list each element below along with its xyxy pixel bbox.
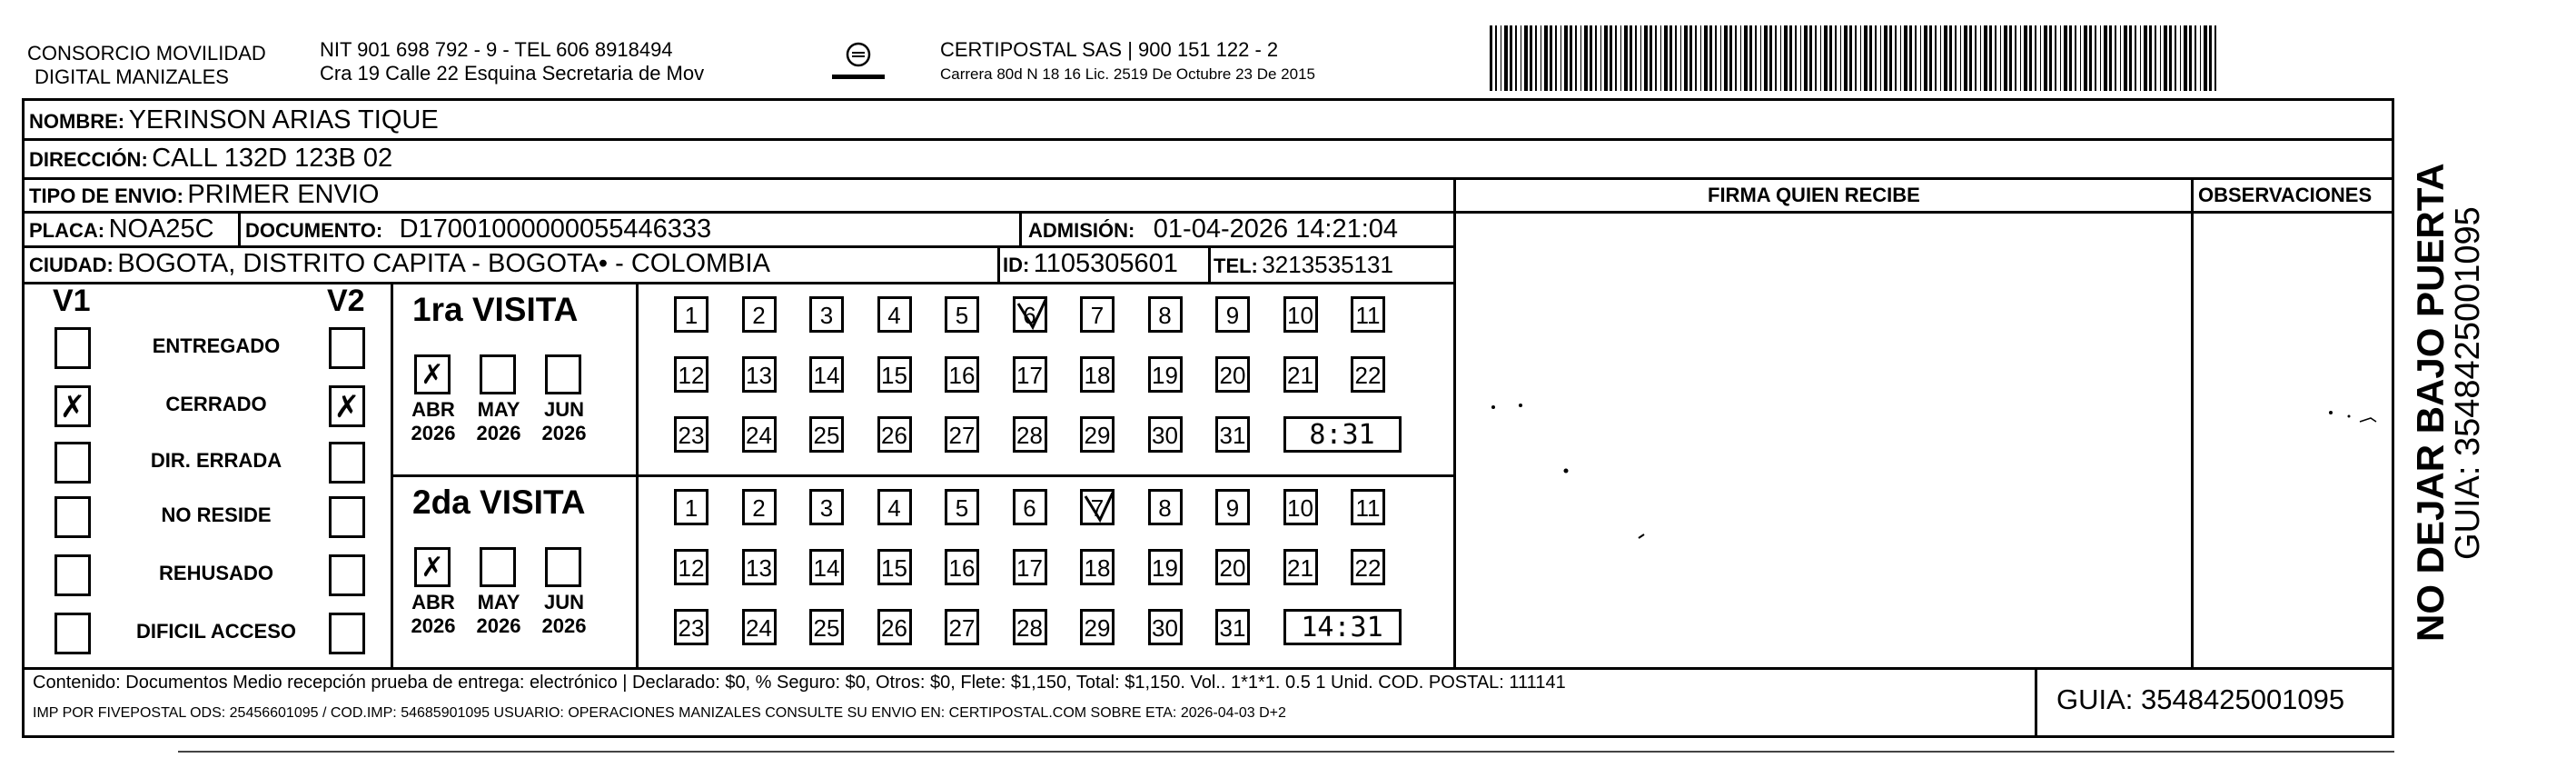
side-guia-text: GUIA: 3548425001095 (2449, 206, 2487, 560)
divider (391, 282, 393, 669)
day-box[interactable]: 9 (1215, 489, 1250, 525)
ciudad-value: BOGOTA, DISTRITO CAPITA - BOGOTA• - COLOMBIA (117, 249, 770, 278)
company-line2: DIGITAL MANIZALES (35, 65, 229, 88)
divider (22, 282, 1455, 284)
placa-value: NOA25C (108, 214, 214, 244)
month-year: 2026 (476, 422, 521, 444)
day-box[interactable]: 3 (809, 489, 844, 525)
day-box[interactable]: 27 (945, 416, 979, 453)
visit-title: 2da VISITA (412, 484, 586, 521)
admision-label: ADMISIÓN: (1028, 219, 1135, 242)
month-label (467, 591, 530, 638)
v1-checkbox[interactable] (54, 442, 91, 484)
day-box[interactable]: 19 (1148, 356, 1183, 393)
day-box[interactable]: 5 (945, 489, 979, 525)
month-name: ABR (411, 591, 455, 613)
day-box[interactable]: 13 (742, 356, 777, 393)
v1-label: V1 (53, 284, 91, 318)
tipo-envio-field (29, 180, 379, 210)
nombre-field (29, 105, 439, 135)
barcode (1490, 25, 2216, 91)
v2-label: V2 (327, 284, 365, 318)
company-line1: CONSORCIO MOVILIDAD (27, 42, 266, 65)
divider (22, 667, 2394, 670)
day-box[interactable]: 18 (1080, 356, 1115, 393)
day-box[interactable]: 9 (1215, 296, 1250, 333)
day-box[interactable]: 1 (674, 489, 708, 525)
divider (2035, 667, 2037, 738)
day-box[interactable]: 22 (1351, 356, 1385, 393)
imp-text: IMP POR FIVEPOSTAL ODS: 25456601095 / COD.IMP: 54685901095 USUARIO: OPERACIONES MANIZALES CONSULTE SU ENVIO EN: CERTIPOSTAL.COM SOBRE ETA: 2026-04-03 D+2 (33, 705, 1286, 721)
day-box[interactable]: 21 (1283, 356, 1318, 393)
day-box[interactable]: 21 (1283, 549, 1318, 585)
tel-field (1214, 251, 1393, 279)
id-value: 1105305601 (1033, 249, 1178, 278)
divider (1208, 245, 1211, 282)
admision-field (1028, 214, 1398, 244)
day-box[interactable]: 3 (809, 296, 844, 333)
v2-checkbox[interactable] (329, 327, 365, 369)
direccion-field (29, 144, 392, 174)
day-box[interactable]: 22 (1351, 549, 1385, 585)
direccion-label: DIRECCIÓN: (29, 148, 148, 171)
id-label: ID: (1003, 254, 1030, 276)
admision-value: 01-04-2026 14:21:04 (1153, 214, 1399, 244)
carrier-line2: Carrera 80d N 18 16 Lic. 2519 De Octubre 23 De 2015 (940, 65, 1315, 83)
time-box[interactable]: 8:31 (1283, 416, 1402, 453)
day-box[interactable]: 2 (742, 296, 777, 333)
v1-checkbox[interactable]: ✗ (54, 385, 91, 427)
status-label: ENTREGADO (152, 334, 281, 357)
day-box[interactable]: 23 (674, 416, 708, 453)
nit-line1: NIT 901 698 792 - 9 - TEL 606 8918494 (320, 38, 673, 61)
day-box[interactable]: 31 (1215, 609, 1250, 645)
divider (1019, 211, 1022, 247)
day-box[interactable]: 19 (1148, 549, 1183, 585)
month-year: 2026 (411, 614, 456, 637)
v1-checkbox[interactable] (54, 613, 91, 654)
v1-checkbox[interactable] (54, 554, 91, 596)
nit-line2: Cra 19 Calle 22 Esquina Secretaria de Mov (320, 62, 705, 85)
month-checkbox[interactable] (480, 354, 516, 394)
observaciones-label: OBSERVACIONES (2198, 184, 2373, 206)
month-checkbox[interactable]: ✗ (414, 547, 451, 587)
tipo-envio-label: TIPO DE ENVIO: (29, 185, 183, 207)
day-box[interactable]: 14 (809, 356, 844, 393)
day-box[interactable]: 8 (1148, 296, 1183, 333)
day-box[interactable]: 13 (742, 549, 777, 585)
documento-field (245, 214, 711, 244)
day-box[interactable]: 29 (1080, 416, 1115, 453)
v2-checkbox[interactable] (329, 613, 365, 654)
placa-field (29, 214, 214, 244)
day-box[interactable]: 11 (1351, 296, 1385, 333)
day-box[interactable]: 4 (877, 489, 912, 525)
footer-guia: GUIA: 3548425001095 (2056, 683, 2345, 715)
divider (22, 245, 1455, 248)
day-box[interactable]: 10 (1283, 489, 1318, 525)
day-box[interactable]: 20 (1215, 549, 1250, 585)
day-box[interactable]: 15 (877, 356, 912, 393)
divider (1453, 211, 2394, 214)
ciudad-field (29, 249, 770, 279)
divider (997, 245, 1000, 282)
carrier-line1: CERTIPOSTAL SAS | 900 151 122 - 2 (940, 38, 1279, 61)
day-box[interactable]: 27 (945, 609, 979, 645)
month-year: 2026 (541, 614, 587, 637)
month-checkbox[interactable] (480, 547, 516, 587)
status-label: DIFICIL ACCESO (135, 620, 296, 643)
day-box[interactable]: 26 (877, 609, 912, 645)
carrier-info (940, 38, 1315, 84)
day-box[interactable]: 24 (742, 416, 777, 453)
v2-checkbox[interactable] (329, 496, 365, 538)
day-box[interactable]: 16 (945, 356, 979, 393)
day-box[interactable]: 25 (809, 416, 844, 453)
v2-checkbox[interactable] (329, 554, 365, 596)
day-box[interactable]: 10 (1283, 296, 1318, 333)
day-box[interactable]: 31 (1215, 416, 1250, 453)
divider (2191, 177, 2194, 668)
day-box[interactable]: 5 (945, 296, 979, 333)
month-label (401, 398, 465, 445)
month-label (401, 591, 465, 638)
day-box[interactable]: 17 (1013, 549, 1047, 585)
divider (636, 282, 639, 669)
month-year: 2026 (411, 422, 456, 444)
month-name: MAY (477, 591, 520, 613)
certipostal-logo-icon (827, 36, 890, 89)
day-box[interactable]: 16 (945, 549, 979, 585)
divider (238, 211, 241, 247)
tel-label: TEL: (1214, 254, 1258, 277)
day-box[interactable]: 7 (1080, 489, 1115, 525)
contenido-text: Contenido: Documentos Medio recepción prueba de entrega: electrónico | Declarado: $0, % Seguro: $0, Otros: $0, Flete: $1,150, Total: $1,150. Vol.. 1*1*1. 0.5 1 Unid. COD. POSTAL: 111141 (33, 673, 1566, 693)
month-name: JUN (543, 591, 584, 613)
v1-checkbox[interactable] (54, 496, 91, 538)
v2-checkbox[interactable]: ✗ (329, 385, 365, 427)
time-box[interactable]: 14:31 (1283, 609, 1402, 645)
day-box[interactable]: 6 (1013, 489, 1047, 525)
day-box[interactable]: 2 (742, 489, 777, 525)
day-box[interactable]: 29 (1080, 609, 1115, 645)
divider (391, 474, 1455, 477)
tel-value: 3213535131 (1262, 251, 1393, 278)
divider (1453, 177, 1456, 668)
day-box[interactable]: 25 (809, 609, 844, 645)
month-name: JUN (543, 398, 584, 421)
day-box[interactable]: 12 (674, 549, 708, 585)
day-box[interactable]: 11 (1351, 489, 1385, 525)
status-label: DIR. ERRADA (150, 449, 282, 472)
visit-title: 1ra VISITA (412, 291, 579, 328)
day-box[interactable]: 30 (1148, 609, 1183, 645)
tipo-envio-value: PRIMER ENVIO (187, 180, 380, 209)
observaciones-header (2198, 184, 2372, 207)
documento-label: DOCUMENTO: (245, 219, 383, 242)
divider (22, 138, 2394, 141)
day-box[interactable]: 26 (877, 416, 912, 453)
documento-value: D17001000000055446333 (399, 214, 712, 244)
firma-label: FIRMA QUIEN RECIBE (1708, 184, 1920, 206)
day-box[interactable]: 8 (1148, 489, 1183, 525)
month-year: 2026 (476, 614, 521, 637)
nombre-value: YERINSON ARIAS TIQUE (128, 105, 439, 135)
ciudad-label: CIUDAD: (29, 254, 114, 276)
day-box[interactable]: 6 (1013, 296, 1047, 333)
day-box[interactable]: 24 (742, 609, 777, 645)
status-label: REHUSADO (159, 562, 273, 584)
day-box[interactable]: 17 (1013, 356, 1047, 393)
day-box[interactable]: 23 (674, 609, 708, 645)
day-box[interactable]: 30 (1148, 416, 1183, 453)
month-label (532, 591, 596, 638)
day-box[interactable]: 1 (674, 296, 708, 333)
month-year: 2026 (541, 422, 587, 444)
month-label (467, 398, 530, 445)
day-box[interactable]: 18 (1080, 549, 1115, 585)
day-box[interactable]: 12 (674, 356, 708, 393)
status-label: NO RESIDE (161, 504, 272, 526)
day-box[interactable]: 28 (1013, 416, 1047, 453)
status-label: CERRADO (165, 393, 267, 415)
month-name: ABR (411, 398, 455, 421)
day-box[interactable]: 28 (1013, 609, 1047, 645)
month-label (532, 398, 596, 445)
v1-checkbox[interactable] (54, 327, 91, 369)
month-checkbox[interactable]: ✗ (414, 354, 451, 394)
id-field (1003, 249, 1178, 279)
v2-checkbox[interactable] (329, 442, 365, 484)
day-box[interactable]: 7 (1080, 296, 1115, 333)
company-nit (320, 38, 704, 85)
month-name: MAY (477, 398, 520, 421)
cut-line (178, 751, 2394, 753)
day-box[interactable]: 4 (877, 296, 912, 333)
day-box[interactable]: 15 (877, 549, 912, 585)
firma-header (1708, 184, 1920, 207)
month-checkbox[interactable] (545, 547, 581, 587)
company-name (27, 42, 266, 89)
nombre-label: NOMBRE: (29, 110, 125, 133)
no-dejar-text: NO DEJAR BAJO PUERTA (2409, 163, 2452, 642)
day-box[interactable]: 14 (809, 549, 844, 585)
month-checkbox[interactable] (545, 354, 581, 394)
observations-area[interactable] (2195, 214, 2393, 665)
placa-label: PLACA: (29, 219, 105, 242)
day-box[interactable]: 20 (1215, 356, 1250, 393)
signature-area[interactable] (1457, 214, 2189, 665)
direccion-value: CALL 132D 123B 02 (152, 144, 393, 173)
